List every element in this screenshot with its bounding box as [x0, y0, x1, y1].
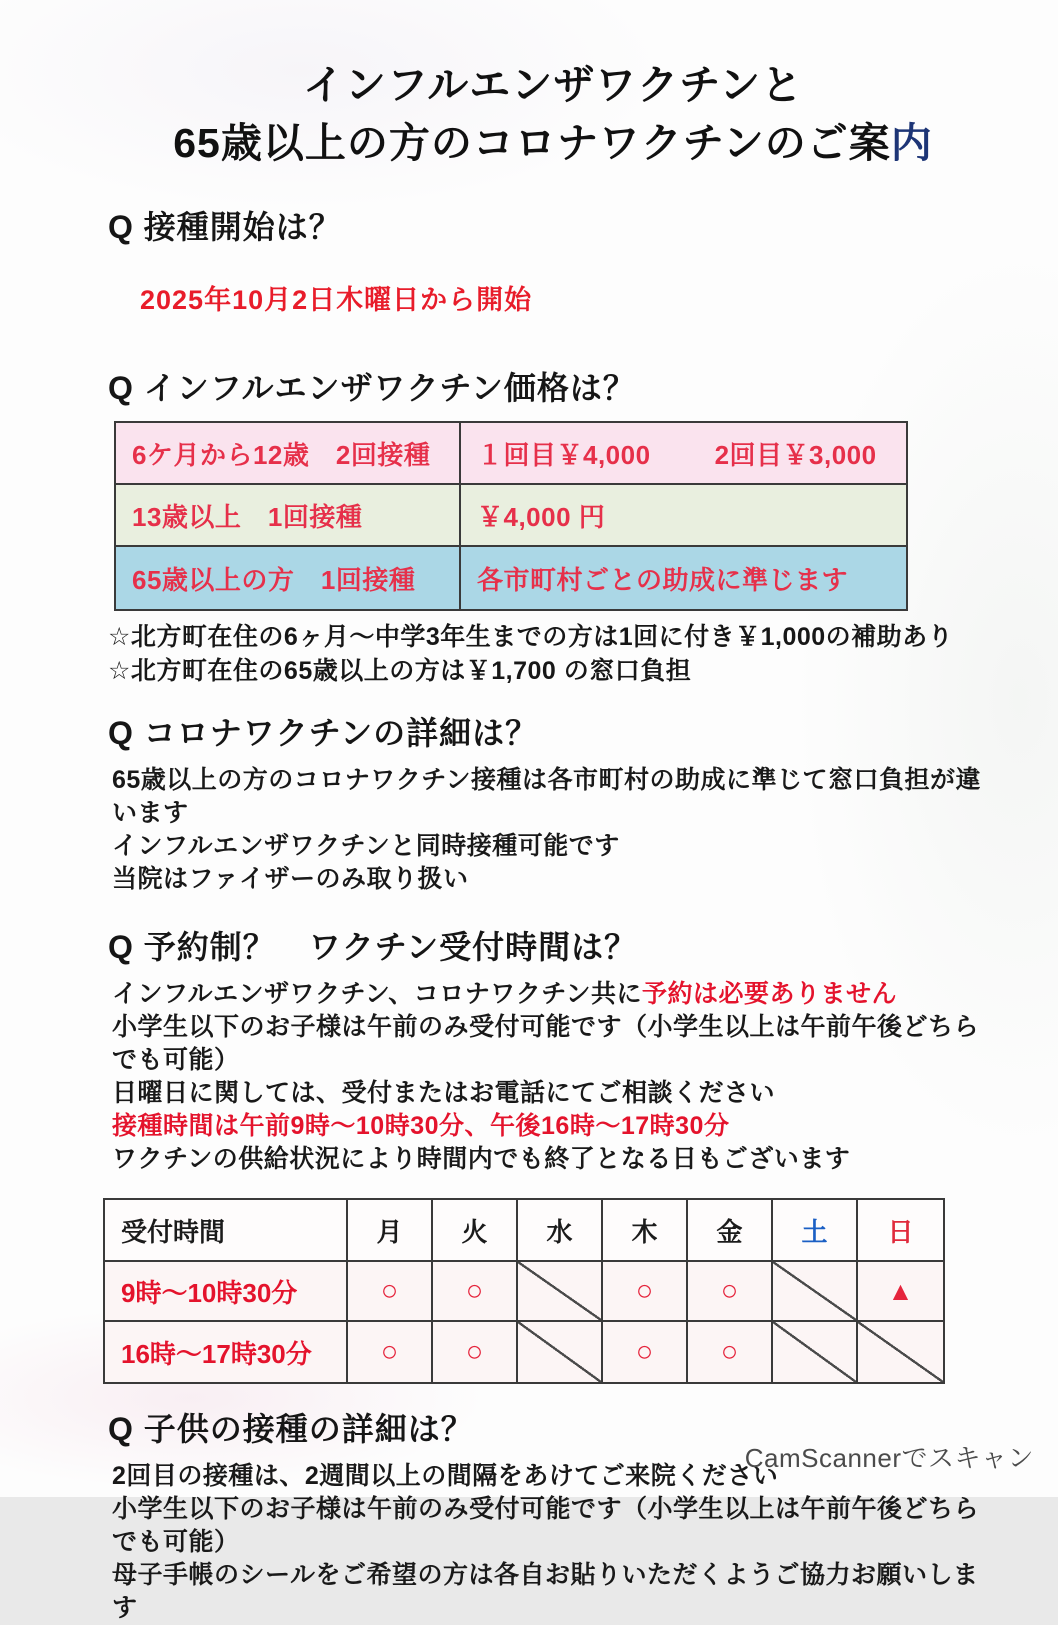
- corona-detail-line-1: 65歳以上の方のコロナワクチン接種は各市町村の助成に準じて窓口負担が違います: [112, 766, 982, 828]
- schedule-header-wed: 水: [518, 1200, 603, 1262]
- subsidy-notes: [108, 621, 998, 688]
- schedule-morning-sun: [858, 1262, 943, 1322]
- camscanner-watermark: CamScannerでスキャン: [744, 1443, 1034, 1473]
- reservation-line-3: 日曜日に関しては、受付またはお電話にてご相談ください: [112, 1079, 776, 1108]
- corona-detail-line-2: インフルエンザワクチンと同時接種可能です: [112, 832, 620, 861]
- price-row-age-0-12-label: 6ケ月から12歳 2回接種: [116, 423, 461, 485]
- title-line-2: [108, 114, 998, 172]
- schedule-header-sat: 土: [773, 1200, 858, 1262]
- children-details-paragraph: [112, 1460, 998, 1625]
- corona-details-paragraph: [112, 764, 998, 896]
- circle-mark: ○: [380, 1274, 399, 1307]
- schedule-evening-wed-closed: [518, 1322, 603, 1382]
- corona-detail-line-3: 当院はファイザーのみ取り扱い: [112, 865, 469, 894]
- no-reservation-needed-text: 予約は必要ありません: [642, 980, 898, 1009]
- schedule-header-sun: 日: [858, 1200, 943, 1262]
- note-child-subsidy: ☆北方町在住の6ヶ月～中学3年生までの方は1回に付き￥1,000の補助あり: [108, 623, 954, 652]
- schedule-morning-mon: [348, 1262, 433, 1322]
- title-line-2-accent: 内: [890, 120, 933, 167]
- reservation-paragraph: [112, 978, 998, 1176]
- schedule-evening-fri: [688, 1322, 773, 1382]
- schedule-header-tue: 火: [433, 1200, 518, 1262]
- schedule-evening-sun-closed: [858, 1322, 943, 1382]
- triangle-mark: ▲: [887, 1275, 914, 1306]
- children-detail-line-3: 母子手帳のシールをご希望の方は各自お貼りいただくようご協力お願いします: [112, 1561, 979, 1623]
- schedule-evening-tue: [433, 1322, 518, 1382]
- price-row-age-65-value: 各市町村ごとの助成に準じます: [461, 547, 906, 609]
- question-corona-heading: Q コロナワクチンの詳細は？: [108, 715, 539, 752]
- children-detail-line-1: 2回目の接種は、2週間以上の間隔をあけてご来院ください: [112, 1462, 779, 1491]
- start-date-answer: 2025年10月2日木曜日から開始: [140, 285, 533, 316]
- question-children-heading: Q 子供の接種の詳細は？: [108, 1411, 474, 1448]
- circle-mark: ○: [720, 1274, 739, 1307]
- title-line-1: インフルエンザワクチンと: [302, 62, 804, 108]
- price-row-age-13-label: 13歳以上 1回接種: [116, 485, 461, 547]
- note-senior-copay: ☆北方町在住の65歳以上の方は￥1,700 の窓口負担: [108, 656, 692, 685]
- schedule-evening-label: 16時～17時30分: [105, 1322, 348, 1382]
- price-row-age-65-label: 65歳以上の方 1回接種: [116, 547, 461, 609]
- schedule-morning-tue: [433, 1262, 518, 1322]
- price-row-age-0-12-value: [461, 423, 906, 485]
- schedule-morning-label: 9時～10時30分: [105, 1262, 348, 1322]
- children-detail-line-2: 小学生以下のお子様は午前のみ受付可能です（小学生以上は午前午後どちらでも可能）: [112, 1495, 980, 1557]
- title-line-2-main: 65歳以上の方のコロナワクチンのご案: [173, 120, 891, 167]
- circle-mark: ○: [465, 1335, 484, 1368]
- price-table: [114, 421, 908, 611]
- reservation-line-2: 小学生以下のお子様は午前のみ受付可能です（小学生以上は午前午後どちらでも可能）: [112, 1013, 980, 1075]
- price-row-age-13-value: ￥4,000 円: [461, 485, 906, 547]
- schedule-morning-thu: [603, 1262, 688, 1322]
- price-second-dose: 2回目￥3,000: [714, 439, 877, 470]
- schedule-morning-sat-closed: [773, 1262, 858, 1322]
- schedule-header-mon: 月: [348, 1200, 433, 1262]
- schedule-evening-sat-closed: [773, 1322, 858, 1382]
- schedule-morning-wed-closed: [518, 1262, 603, 1322]
- circle-mark: ○: [635, 1274, 654, 1307]
- schedule-morning-fri: [688, 1262, 773, 1322]
- schedule-evening-mon: [348, 1322, 433, 1382]
- schedule-header-thu: 木: [603, 1200, 688, 1262]
- schedule-header-fri: 金: [688, 1200, 773, 1262]
- reservation-line-5: ワクチンの供給状況により時間内でも終了となる日もございます: [112, 1145, 851, 1174]
- reservation-line-1: [112, 978, 998, 1011]
- circle-mark: ○: [720, 1335, 739, 1368]
- question-reservation-heading: Q 予約制？ ワクチン受付時間は？: [108, 929, 638, 966]
- circle-mark: ○: [465, 1274, 484, 1307]
- schedule-header-time: 受付時間: [105, 1200, 348, 1262]
- price-first-dose: １回目￥4,000: [477, 439, 651, 470]
- reservation-line-1-black: インフルエンザワクチン、コロナワクチン共に: [112, 980, 643, 1009]
- weekly-schedule-table: [103, 1198, 945, 1384]
- vaccination-hours-text: 接種時間は午前9時～10時30分、午後16時～17時30分: [112, 1112, 730, 1141]
- schedule-evening-thu: [603, 1322, 688, 1382]
- question-start-heading: Q 接種開始は？: [108, 209, 342, 246]
- circle-mark: ○: [635, 1335, 654, 1368]
- page-title: [108, 56, 998, 172]
- circle-mark: ○: [380, 1335, 399, 1368]
- question-price-heading: Q インフルエンザワクチン価格は？: [108, 370, 636, 407]
